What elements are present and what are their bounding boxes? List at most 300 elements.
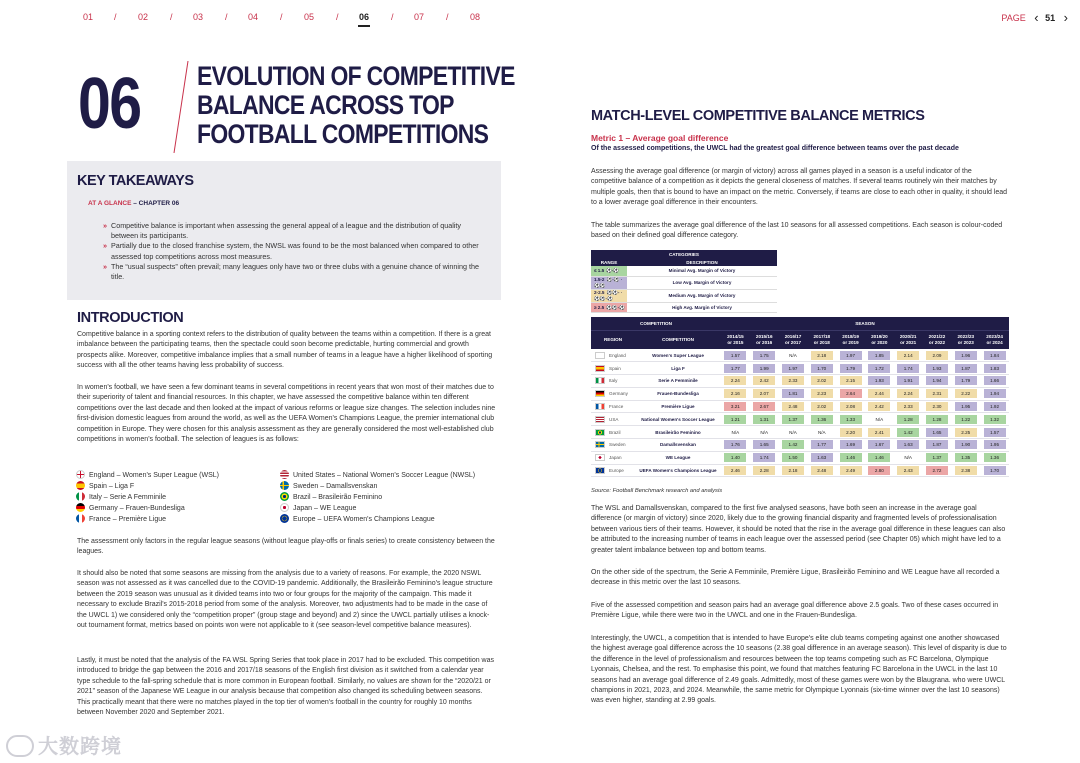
chapter-title (197, 61, 515, 149)
value-cell (836, 375, 865, 388)
season-alt-label: or 2018 (813, 339, 830, 345)
watermark-logo-icon (6, 735, 34, 757)
goal-difference-value: 2.42 (753, 376, 775, 385)
value-cell (951, 375, 980, 388)
goal-difference-value: 2.67 (753, 402, 775, 411)
sweden-flag-icon (280, 481, 289, 490)
goal-difference-value: 1.37 (926, 453, 948, 462)
value-cell (836, 387, 865, 400)
jpn-flag-icon (595, 454, 605, 461)
competition-cell: Liga F (635, 362, 721, 375)
goal-difference-value: 1.93 (868, 376, 890, 385)
category-description: Minimal Avg. Margin of Victory (627, 266, 777, 276)
league-item: United States – National Women's Soccer League (NWSL) (280, 470, 475, 480)
goal-difference-value: 1.42 (897, 428, 919, 437)
goal-difference-value: 2.24 (724, 376, 746, 385)
value-cell (951, 400, 980, 413)
goal-difference-value: 1.79 (955, 376, 977, 385)
region-cell (591, 426, 635, 439)
goal-difference-value: 1.83 (984, 364, 1006, 373)
japan-flag-icon (280, 503, 289, 512)
italy-flag-icon (76, 492, 85, 501)
value-cell (980, 362, 1009, 375)
region-name: Sweden (609, 442, 626, 448)
value-cell (865, 451, 894, 464)
value-cell (951, 387, 980, 400)
value-cell (779, 426, 808, 439)
takeaway-item: » Competitive balance is important when assessing the general appeal of a league and the distribution of quality between its participants. (103, 221, 479, 241)
goal-difference-value: 1.66 (984, 376, 1006, 385)
competition-cell: UEFA Women's Champions League (635, 464, 721, 477)
value-cell (836, 400, 865, 413)
value-cell (923, 400, 952, 413)
value-cell (894, 362, 923, 375)
value-cell (807, 464, 836, 477)
value-cell (865, 439, 894, 452)
goal-difference-value: 2.80 (868, 466, 890, 475)
region-cell (591, 400, 635, 413)
goal-difference-value: N/A (789, 352, 797, 358)
value-cell (779, 451, 808, 464)
season-header (951, 330, 980, 349)
goal-difference-value: 1.75 (753, 351, 775, 360)
season-label: 2015/16 (755, 334, 773, 340)
region-name: Brazil (609, 429, 621, 435)
watermark: 大数跨境 (6, 730, 122, 759)
value-cell (721, 375, 750, 388)
ball-icon: ⚽⚽- · ⚽⚽-⚽ (594, 289, 623, 301)
region-name: France (609, 404, 624, 410)
season-label: 2021/22 (928, 334, 946, 340)
season-alt-label: or 2015 (727, 339, 744, 345)
value-cell (980, 451, 1009, 464)
value-cell (980, 426, 1009, 439)
goal-difference-value: 2.49 (840, 466, 862, 475)
table-row (591, 375, 1009, 388)
value-cell (980, 464, 1009, 477)
category-range (591, 302, 627, 312)
value-cell (923, 413, 952, 426)
region-name: USA (609, 416, 619, 422)
goal-difference-value: 1.21 (724, 415, 746, 424)
categories-table (591, 250, 777, 313)
metric-subtitle: Of the assessed competitions, the UWCL had the greatest goal difference between teams over the past decade (591, 145, 959, 152)
value-cell (865, 464, 894, 477)
glance-text: AT A GLANCE (88, 200, 132, 207)
bra-flag-icon (595, 429, 605, 436)
value-cell (951, 426, 980, 439)
season-alt-label: or 2023 (957, 339, 974, 345)
category-range (591, 276, 627, 289)
region-cell (591, 464, 635, 477)
goal-difference-value: 1.87 (955, 364, 977, 373)
value-cell (836, 464, 865, 477)
france-flag-icon (76, 514, 85, 523)
range-text: ≥ 2.5 (594, 304, 605, 310)
region-name: Spain (609, 365, 621, 371)
category-description: Medium Avg. Margin of Victory (627, 289, 777, 302)
metric-paragraph: On the other side of the spectrum, the Serie A Femminile, Première Ligue, Brasileirão Feminino and WE League have all recorded a decrease in this metric over the last 10 seasons. (591, 569, 1000, 587)
competition-cell: Première Ligue (635, 400, 721, 413)
season-header (807, 330, 836, 349)
league-item: England – Women's Super League (WSL) (76, 470, 219, 480)
goal-difference-value: 1.57 (984, 428, 1006, 437)
category-row (591, 302, 777, 312)
range-text: 1.5-2 (594, 276, 605, 282)
range-text: 2-2.5 (594, 289, 605, 295)
table-row (591, 426, 1009, 439)
value-cell (923, 426, 952, 439)
nav-item-03[interactable]: 03 (193, 12, 204, 22)
metric-title: Metric 1 – Average goal difference (591, 133, 729, 143)
league-item: Germany – Frauen-Bundesliga (76, 503, 185, 513)
season-alt-label: or 2016 (756, 339, 773, 345)
value-cell (951, 349, 980, 362)
nav-item-04[interactable]: 04 (248, 12, 259, 22)
chevron-left-icon[interactable]: ‹ (1034, 10, 1039, 26)
nav-sep: / (391, 12, 394, 22)
season-header (894, 330, 923, 349)
value-cell (721, 349, 750, 362)
germany-flag-icon (76, 503, 85, 512)
season-header (923, 330, 952, 349)
goal-difference-value: 1.91 (897, 376, 919, 385)
goal-difference-value: 1.46 (840, 453, 862, 462)
intro-paragraph: In women's football, we have seen a few dominant teams in several competitions in recent years that won most of their matches due to their superiority of talent and financial resources. In this chapter, we have assessed the competitive balance within ten different competitions over the last decade and then looked at the impact of various reforms or league size changes. The selection includes nine first-division domestic leagues from around the world, as well as the UEFA Women's Champions League, the premier international club competition in Europe. They were chosen for this analysis assessment as they are generally considered the most well-established club competitions in women's football. The selection of leagues is as follows: (77, 384, 496, 444)
europe-flag-icon (280, 514, 289, 523)
table-row (591, 439, 1009, 452)
table-row (591, 464, 1009, 477)
category-range (591, 289, 627, 302)
goal-difference-value: 2.08 (840, 402, 862, 411)
value-cell (980, 387, 1009, 400)
chapter-title-line: FOOTBALL COMPETITIONS (197, 119, 489, 149)
nav-sep: / (336, 12, 339, 22)
goal-difference-value: 1.65 (753, 440, 775, 449)
active-underline (358, 25, 370, 27)
competition-group-header: COMPETITION (591, 317, 721, 330)
goal-difference-value: 1.93 (926, 364, 948, 373)
region-cell (591, 387, 635, 400)
value-cell (721, 362, 750, 375)
value-cell (750, 400, 779, 413)
value-cell (779, 400, 808, 413)
glance-label (88, 200, 179, 207)
value-cell (721, 400, 750, 413)
value-cell (721, 413, 750, 426)
goal-difference-value: 1.28 (926, 415, 948, 424)
value-cell (779, 387, 808, 400)
value-cell (750, 464, 779, 477)
goal-difference-value: 2.20 (840, 428, 862, 437)
goal-difference-value: 2.23 (811, 389, 833, 398)
value-cell (779, 375, 808, 388)
goal-difference-value: N/A (760, 429, 769, 435)
brazil-flag-icon (280, 492, 289, 501)
value-cell (923, 439, 952, 452)
region-name: England (609, 352, 626, 358)
table-row (591, 451, 1009, 464)
value-cell (951, 451, 980, 464)
goal-difference-value: 2.44 (868, 389, 890, 398)
goal-difference-table (591, 317, 1009, 477)
goal-difference-value: 2.46 (724, 466, 746, 475)
goal-difference-value: 2.48 (811, 466, 833, 475)
goal-difference-value: 2.48 (782, 402, 804, 411)
goal-difference-value: 1.97 (782, 364, 804, 373)
chapter-number: 06 (78, 64, 141, 144)
key-takeaways-box (67, 161, 501, 300)
goal-difference-value: 1.46 (868, 453, 890, 462)
goal-difference-value: 1.92 (984, 402, 1006, 411)
range-text: ≤ 1.5 (594, 267, 605, 273)
value-cell (807, 426, 836, 439)
goal-difference-value: 1.69 (840, 440, 862, 449)
value-cell (721, 439, 750, 452)
value-cell (894, 400, 923, 413)
competition-cell: Serie A Femminile (635, 375, 721, 388)
nav-item-02[interactable]: 02 (138, 12, 149, 22)
goal-difference-value: 2.25 (955, 428, 977, 437)
value-cell (980, 400, 1009, 413)
value-cell (807, 387, 836, 400)
goal-difference-value: 2.30 (926, 402, 948, 411)
ger-flag-icon (595, 390, 605, 397)
swe-flag-icon (595, 441, 605, 448)
metric-paragraph: Interestingly, the UWCL, a competition that is intended to have Europe's elite club teams competing against one another showcased the highest average goal difference across the 10 seasons (2.38 goal difference in an average season). This level of disparity is due to the difference in the level of professionalism and resources between the top teams competing such as FC Barcelona, Olympique Lyonnais, Chelsea, and the rest. To emphasise this point, we found that matches featuring FC Barcelona in the UWCL in the last 10 seasons had an average goal difference of 2.49 goals. Admittedly, most of these games were won by the Blaugrana. who were UWCL champions in 2021, 2023, and 2024. Meanwhile, the same metric for Olympique Lyonnais (six-time winner over the last 10 seasons) was even higher, standing at 2.99 goals. (591, 635, 1007, 705)
value-cell (923, 451, 952, 464)
category-range (591, 266, 627, 276)
metrics-heading: MATCH-LEVEL COMPETITIVE BALANCE METRICS (591, 108, 925, 124)
goal-difference-value: 2.22 (955, 389, 977, 398)
goal-difference-value: 1.32 (984, 415, 1006, 424)
value-cell (750, 362, 779, 375)
value-cell (923, 387, 952, 400)
value-cell (721, 426, 750, 439)
page-label: PAGE (1001, 12, 1026, 23)
value-cell (865, 375, 894, 388)
value-cell (894, 387, 923, 400)
value-cell (779, 362, 808, 375)
value-cell (807, 439, 836, 452)
value-cell (865, 387, 894, 400)
goal-difference-value: 2.02 (811, 402, 833, 411)
nav-item-08[interactable]: 08 (470, 12, 481, 22)
england-flag-icon (76, 470, 85, 479)
value-cell (836, 451, 865, 464)
goal-difference-value: N/A (789, 429, 797, 435)
value-cell (951, 362, 980, 375)
metric-paragraph: Assessing the average goal difference (or margin of victory) across all games played in a season is a useful indicator of the competitive balance of a competition as it depicts the general closeness of matches. If several teams routinely win their matches by multiple goals, then that is bound to have an impact on the metric. Conversely, if teams are close to each other in quality, it should lead to a lower average goal difference in their encounters. (591, 168, 1008, 207)
value-cell (923, 349, 952, 362)
value-cell (865, 349, 894, 362)
goal-difference-value: 1.63 (811, 453, 833, 462)
metric-paragraph: The table summarizes the average goal difference of the last 10 seasons for all assessed competitions. Each season is colour-coded based on their defined goal difference category. (591, 222, 1003, 240)
eur-flag-icon (595, 467, 605, 474)
season-alt-label: or 2021 (900, 339, 917, 345)
value-cell (980, 439, 1009, 452)
intro-paragraph: The assessment only factors in the regular league seasons (without league play-offs or finals series) to create consistency between the leagues. (77, 538, 495, 556)
value-cell (750, 439, 779, 452)
takeaway-item: » Partially due to the closed franchise system, the NWSL was found to be the most balanced when compared to other assessed top competitions across most measures. (103, 241, 479, 261)
goal-difference-value: 2.15 (840, 376, 862, 385)
competition-cell: National Women's Soccer League (635, 413, 721, 426)
value-cell (779, 413, 808, 426)
page-number: 51 (1045, 12, 1056, 23)
season-alt-label: or 2024 (986, 339, 1003, 345)
source-note: Source: Football Benchmark research and analysis (591, 488, 723, 494)
takeaways-list (103, 221, 479, 282)
competition-cell: Damallsvenskan (635, 439, 721, 452)
page-indicator (1001, 10, 1068, 26)
goal-difference-value: 1.28 (897, 415, 919, 424)
value-cell (894, 413, 923, 426)
goal-difference-value: 1.36 (984, 453, 1006, 462)
season-alt-label: or 2017 (784, 339, 802, 345)
season-header (779, 330, 808, 349)
value-cell (865, 362, 894, 375)
value-cell (894, 439, 923, 452)
table-row (591, 362, 1009, 375)
region-header: REGION (591, 330, 635, 349)
competition-cell: Brasileirão Feminino (635, 426, 721, 439)
value-cell (807, 362, 836, 375)
goal-difference-value: 1.96 (955, 351, 977, 360)
goal-difference-value: 1.72 (868, 364, 890, 373)
goal-difference-value: 1.63 (897, 440, 919, 449)
league-item: Brazil – Brasileirão Feminino (280, 492, 382, 502)
goal-difference-value: 1.67 (868, 440, 890, 449)
chevron-right-icon[interactable]: › (1063, 10, 1068, 26)
category-description: High Avg. Margin of Victory (627, 302, 777, 312)
goal-difference-value: 2.64 (840, 389, 862, 398)
season-label: 2019/20 (871, 334, 888, 340)
usa-flag-icon (280, 470, 289, 479)
region-name: Europe (609, 468, 624, 474)
goal-difference-value: 1.40 (724, 453, 746, 462)
competition-cell: Frauen-Bundesliga (635, 387, 721, 400)
ita-flag-icon (595, 377, 605, 384)
nav-sep: / (114, 12, 117, 22)
goal-difference-value: 2.42 (868, 402, 890, 411)
fra-flag-icon (595, 403, 605, 410)
season-label: 2022/23 (957, 334, 975, 340)
category-row (591, 266, 777, 276)
category-row (591, 276, 777, 289)
goal-difference-value: 1.90 (955, 440, 977, 449)
chapter-title-line: EVOLUTION OF COMPETITIVE (197, 61, 515, 91)
categories-header: CATEGORIES (591, 250, 777, 258)
value-cell (750, 451, 779, 464)
table-row (591, 387, 1009, 400)
goal-difference-value: 2.07 (753, 389, 775, 398)
value-cell (923, 362, 952, 375)
title-divider (172, 61, 190, 153)
value-cell (980, 413, 1009, 426)
value-cell (836, 439, 865, 452)
value-cell (807, 413, 836, 426)
region-name: Italy (609, 378, 618, 384)
value-cell (951, 464, 980, 477)
glance-chapter: – CHAPTER 06 (131, 200, 180, 207)
goal-difference-value: 1.33 (840, 415, 862, 424)
goal-difference-value: 2.41 (868, 428, 890, 437)
goal-difference-value: 1.84 (984, 351, 1006, 360)
category-description: Low Avg. Margin of Victory (627, 276, 777, 289)
value-cell (750, 375, 779, 388)
metric-paragraph: Five of the assessed competition and season pairs had an average goal difference above 2.5 goals. Two of these cases occurred in Première Ligue, while there were two in the UWCL and one in the Frauen-Bundesliga. (591, 602, 999, 620)
categories-body (591, 266, 777, 313)
season-header (865, 330, 894, 349)
goal-difference-value: 1.77 (811, 440, 833, 449)
range-header: RANGE (591, 258, 627, 266)
goal-difference-value: 1.65 (926, 428, 948, 437)
season-label: 2023/24 (986, 334, 1003, 340)
value-cell (750, 426, 779, 439)
region-cell (591, 451, 635, 464)
value-cell (836, 426, 865, 439)
nav-item-07[interactable]: 07 (414, 12, 425, 22)
league-item: Europe – UEFA Women's Champions League (280, 514, 435, 524)
nav-sep: / (280, 12, 283, 22)
table-row (591, 413, 1009, 426)
nav-sep: / (446, 12, 449, 22)
value-cell (836, 349, 865, 362)
goal-difference-value: 2.43 (897, 466, 919, 475)
goal-difference-value: 2.16 (724, 389, 746, 398)
goal-difference-value: 1.85 (868, 351, 890, 360)
goal-difference-value: 1.42 (782, 440, 804, 449)
goal-difference-value: 1.70 (811, 364, 833, 373)
value-cell (865, 426, 894, 439)
goal-difference-value: 2.28 (753, 466, 775, 475)
value-cell (980, 349, 1009, 362)
season-header (836, 330, 865, 349)
intro-paragraph: Lastly, it must be noted that the analysis of the FA WSL Spring Series that took place in 2017 had to be excluded. This competition was introduced to bridge the gap between the 2016 and 2017/18 seasons of the English first division as it switched from a calendar year type schedule to the fall-spring schedule that is more common in European football. Similarly, no values are shown for the “2020/21 or 2021” season of the Japanese WE League in our analysis because that competition also changed its scheduling between seasons. This practically meant that there were no matches played in the top tier of women's football in the country for roughly 10 months between November 2020 and September 2021. (77, 657, 494, 717)
goal-difference-value: N/A (817, 429, 826, 435)
value-cell (721, 387, 750, 400)
nav-item-01[interactable]: 01 (83, 12, 94, 22)
value-cell (807, 451, 836, 464)
takeaway-item: » The “usual suspects” often prevail; many leagues only have two or three clubs with a genuine chance of winning the title. (103, 262, 479, 282)
value-cell (836, 362, 865, 375)
goal-difference-value: 1.77 (724, 364, 746, 373)
value-cell (894, 349, 923, 362)
goal-difference-value: 1.81 (782, 389, 804, 398)
goal-difference-value: 1.74 (753, 453, 775, 462)
season-group-header: SEASON (721, 317, 1009, 330)
nav-sep: / (225, 12, 228, 22)
value-cell (836, 413, 865, 426)
goal-difference-value: 1.94 (926, 376, 948, 385)
nav-item-05[interactable]: 05 (304, 12, 315, 22)
ball-icon: ⚽-⚽ (606, 267, 620, 273)
league-item: Sweden – Damallsvenskan (280, 481, 377, 491)
goal-difference-value: 2.24 (897, 389, 919, 398)
value-cell (779, 349, 808, 362)
goal-difference-value: 1.50 (782, 453, 804, 462)
nav-sep: / (170, 12, 173, 22)
goal-difference-value: 1.31 (753, 415, 775, 424)
season-label: 2014/15 (727, 334, 744, 340)
value-cell (980, 375, 1009, 388)
goal-difference-value: 1.70 (984, 466, 1006, 475)
league-item: Italy – Serie A Femminile (76, 492, 166, 502)
value-cell (894, 375, 923, 388)
season-label: 2017/18 (813, 334, 831, 340)
goal-difference-value: 2.72 (926, 466, 948, 475)
nav-item-06[interactable]: 06 (359, 12, 370, 22)
